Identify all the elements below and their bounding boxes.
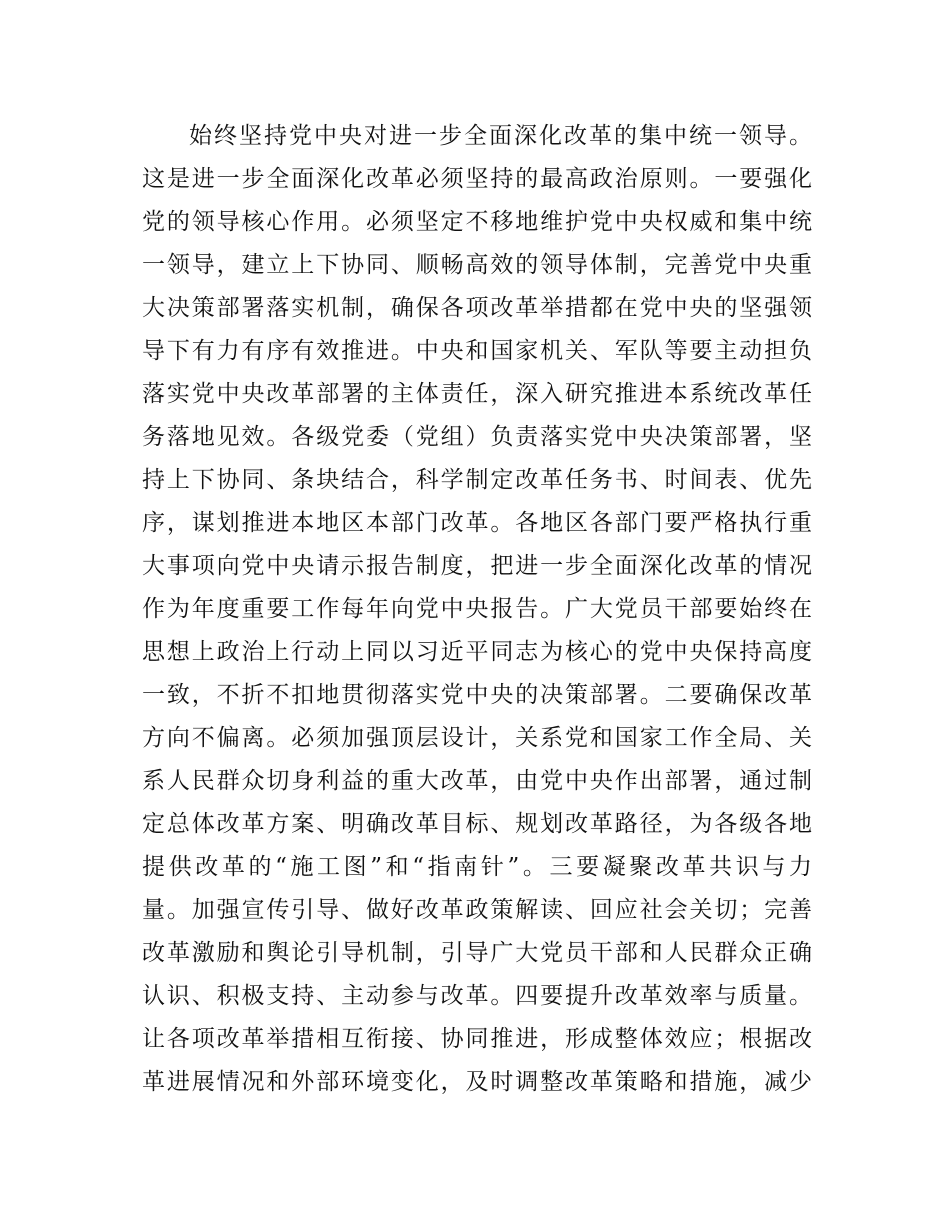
paragraph-line: 提供改革的“施工图”和“指南针”。三要凝聚改革共识与力 xyxy=(142,854,812,880)
paragraph-line: 党的领导核心作用。必须坚定不移地维护党中央权威和集中统 xyxy=(142,209,812,235)
paragraph-line: 这是进一步全面深化改革必须坚持的最高政治原则。一要强化 xyxy=(142,166,812,192)
paragraph-line: 大决策部署落实机制，确保各项改革举措都在党中央的坚强领 xyxy=(142,295,812,321)
paragraph-line: 一致，不折不扣地贯彻落实党中央的决策部署。二要确保改革 xyxy=(142,682,812,708)
paragraph-line: 序，谋划推进本地区本部门改革。各地区各部门要严格执行重 xyxy=(142,510,812,536)
paragraph-line: 导下有力有序有效推进。中央和国家机关、军队等要主动担负 xyxy=(142,338,812,364)
paragraph-line: 革进展情况和外部环境变化，及时调整改革策略和措施，减少 xyxy=(142,1069,812,1095)
paragraph-line: 方向不偏离。必须加强顶层设计，关系党和国家工作全局、关 xyxy=(142,725,812,751)
paragraph-line: 作为年度重要工作每年向党中央报告。广大党员干部要始终在 xyxy=(142,596,812,622)
paragraph-line: 认识、积极支持、主动参与改革。四要提升改革效率与质量。 xyxy=(142,983,812,1009)
paragraph-line: 始终坚持党中央对进一步全面深化改革的集中统一领导。 xyxy=(189,123,812,149)
paragraph-line: 持上下协同、条块结合，科学制定改革任务书、时间表、优先 xyxy=(142,467,812,493)
paragraph-line: 量。加强宣传引导、做好改革政策解读、回应社会关切；完善 xyxy=(142,897,812,923)
paragraph-line: 系人民群众切身利益的重大改革，由党中央作出部署，通过制 xyxy=(142,768,812,794)
paragraph-line: 大事项向党中央请示报告制度，把进一步全面深化改革的情况 xyxy=(142,553,812,579)
paragraph-line: 落实党中央改革部署的主体责任，深入研究推进本系统改革任 xyxy=(142,381,812,407)
paragraph-line: 改革激励和舆论引导机制，引导广大党员干部和人民群众正确 xyxy=(142,940,812,966)
paragraph-line: 一领导，建立上下协同、顺畅高效的领导体制，完善党中央重 xyxy=(142,252,812,278)
paragraph-line: 思想上政治上行动上同以习近平同志为核心的党中央保持高度 xyxy=(142,639,812,665)
paragraph-line: 让各项改革举措相互衔接、协同推进，形成整体效应；根据改 xyxy=(142,1026,812,1052)
paragraph-line: 务落地见效。各级党委（党组）负责落实党中央决策部署，坚 xyxy=(142,424,812,450)
paragraph-line: 定总体改革方案、明确改革目标、规划改革路径，为各级各地 xyxy=(142,811,812,837)
